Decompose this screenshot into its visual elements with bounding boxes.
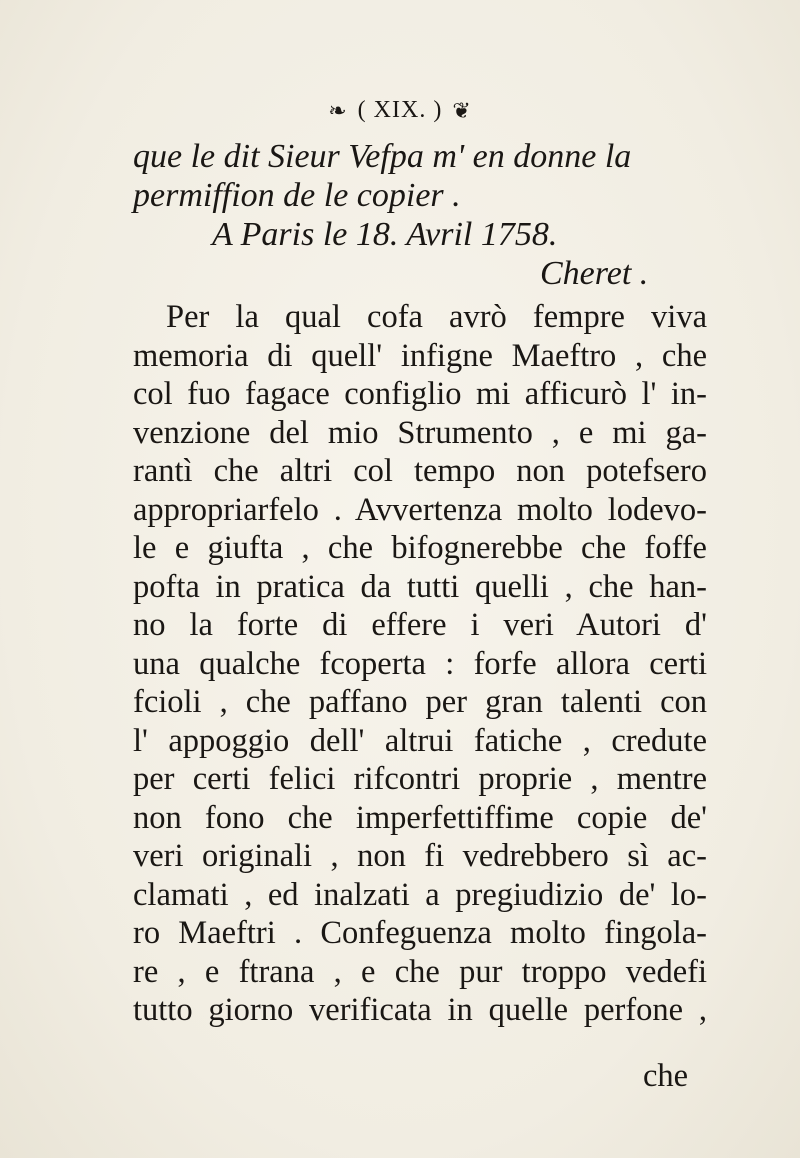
text-line: re , e ftrana , e che pur troppo vedefi: [133, 953, 707, 990]
text-line: Per la qual cofa avrò fempre viva: [166, 299, 707, 335]
text-line: una qualche fcoperta : forfe allora certi: [133, 645, 707, 682]
text-line: appropriarfelo . Avvertenza molto lodevo-: [133, 491, 707, 528]
letter-dateline: A Paris le 18. Avril 1758.: [212, 216, 558, 253]
text-line: memoria di quell' infigne Maeftro , che: [133, 337, 707, 374]
text-line: col fuo fagace configlio mi afficurò l' in-: [133, 376, 707, 412]
text-line: rantì che altri col tempo non potefsero: [133, 453, 707, 489]
text-line: venzione del mio Strumento , e mi ga-: [133, 414, 707, 451]
letter-signature: Cheret .: [540, 255, 649, 292]
text-line: no la forte di effere i veri Autori d': [133, 607, 707, 643]
text-line: fcioli , che paffano per gran talenti con: [133, 684, 707, 720]
letter-line-1: que le dit Sieur Vefpa m' en donne la: [133, 138, 632, 175]
text-line: veri originali , non fi vedrebbero sì ac-: [133, 838, 707, 874]
text-line: tutto giorno verificata in quelle perfone ,: [133, 992, 707, 1028]
page-header: [0, 97, 800, 124]
text-line: per certi felici rifcontri proprie , mentre: [133, 761, 707, 797]
catchword: che: [643, 1058, 689, 1094]
text-line: clamati , ed inalzati a pregiudizio de' lo-: [133, 876, 707, 913]
text-line: ro Maeftri . Confeguenza molto fingola-: [133, 915, 707, 951]
page-number: ( XIX. ): [357, 97, 443, 123]
right-ornament-icon: ❦: [452, 98, 472, 124]
letter-line-2: permiffion de le copier .: [133, 177, 461, 214]
text-line: l' appoggio dell' altrui fatiche , credute: [133, 722, 707, 759]
body-paragraph: [133, 298, 707, 1030]
text-line: non fono che imperfettiffime copie de': [133, 799, 707, 836]
left-ornament-icon: ❧: [328, 98, 348, 124]
text-line: pofta in pratica da tutti quelli , che han-: [133, 568, 707, 605]
text-line: le e giufta , che bifognerebbe che foffe: [133, 530, 707, 566]
